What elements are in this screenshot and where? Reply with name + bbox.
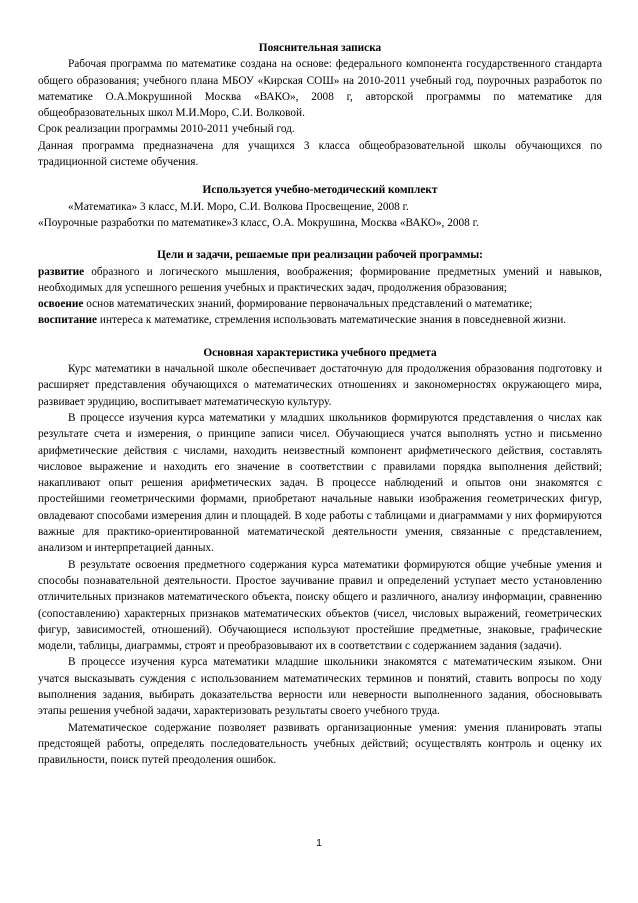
goal-item: [38, 264, 602, 297]
document-page: [38, 40, 602, 768]
paragraph: Рабочая программа по математике создана на основе: федерального компонента государственного стандарта общего образования; учебного плана МБОУ «Кирская СОШ» на 2010-2011 учебный год, поурочных разработок по математике О.А.Мокрушиной Москва «ВАКО», 2008 г, авторской программы по математике для общеобразовательных школ М.И.Моро, С.И. Волковой.: [38, 58, 602, 120]
goal-term: воспитание: [38, 314, 98, 327]
section-heading-goals: Цели и задачи, решаемые при реализации рабочей программы:: [157, 249, 483, 262]
goal-text: интереса к математике, стремления использовать математические знания в повседневной жизни.: [97, 314, 567, 327]
goal-item: [38, 312, 602, 328]
goal-text: основ математических знаний, формирование первоначальных представлений о математике;: [83, 298, 533, 311]
goal-item: [38, 296, 602, 312]
paragraph: «Поурочные разработки по математике»3 класс, О.А. Мокрушина, Москва «ВАКО», 2008 г.: [38, 216, 479, 229]
paragraph: Срок реализации программы 2010-2011 учебный год.: [38, 123, 295, 136]
page-number: 1: [316, 838, 322, 849]
goal-text: образного и логического мышления, воображения; формирование предметных умений и навыков, необходимых для успешного решения учебных и практических задач, продолжения образования;: [38, 265, 602, 294]
goal-term: развитие: [38, 265, 85, 278]
goal-term: освоение: [38, 298, 84, 311]
paragraph: В результате освоения предметного содержания курса математики формируются общие учебные умения и способы познавательной деятельности. Простое заучивание правил и определений уступает место установлению отличительных признаков математического объекта, поиску общего и различного, анализу информации, сравнению (сопоставлению) характерных признаков математических объектов (чисел, числовых выражений, геометрических фигур, зависимостей, отношений). Обучающиеся используют простейшие предметные, знаковые, графические модели, таблицы, диаграммы, строят и преобразовывают их в соответствии с содержанием задания (задачи).: [38, 558, 602, 653]
section-heading-teaching-kit: Используется учебно-методический комплект: [202, 184, 438, 197]
paragraph: В процессе изучения курса математики у младших школьников формируются представления о числах как результате счета и измерения, о принципе записи чисел. Обучающиеся учатся выполнять устно и письменно арифметические действия с числами, находить неизвестный компонент арифметического действия, составлять числовое выражение и находить его значение в соответствии с правилами порядка выполнения действий; накапливают опыт решения арифметических задач. В процессе наблюдений и опытов они знакомятся с простейшими геометрическими формами, приобретают начальные навыки изображения геометрических фигур, овладевают способами измерения длин и площадей. В ходе работы с таблицами и диаграммами у них формируются важные для практико-ориентированной математической деятельности умения, связанные с представлением, анализом и интерпретацией данных.: [38, 411, 602, 555]
section-heading-explanatory-note: Пояснительная записка: [258, 42, 382, 54]
paragraph: Математическое содержание позволяет развивать организационные умения: умения планировать этапы предстоящей работы, определять последовательность учебных действий; осуществлять контроль и оценку их правильности, поиск путей преодоления ошибок.: [38, 721, 602, 767]
paragraph: Данная программа предназначена для учащихся 3 класса общеобразовательной школы обучающихся по традиционной системе обучения.: [38, 139, 602, 169]
paragraph: В процессе изучения курса математики младшие школьники знакомятся с математическим языком. Они учатся высказывать суждения с использованием математических терминов и понятий, ставить вопросы по ходу выполнения задания, выбирать доказательства верности или неверности выполненного задания, обосновывать этапы решения учебной задачи, характеризовать результаты своего учебного труда.: [38, 656, 602, 718]
section-heading-subject-characteristics: Основная характеристика учебного предмета: [203, 346, 437, 359]
paragraph: Курс математики в начальной школе обеспечивает достаточную для продолжения образования подготовку и расширяет представления обучающихся о математических отношениях и закономерностях окружающего мира, развивает эрудицию, воспитывает математическую культуру.: [38, 363, 602, 408]
paragraph: «Математика» 3 класс, М.И. Моро, С.И. Волкова Просвещение, 2008 г.: [68, 200, 409, 213]
